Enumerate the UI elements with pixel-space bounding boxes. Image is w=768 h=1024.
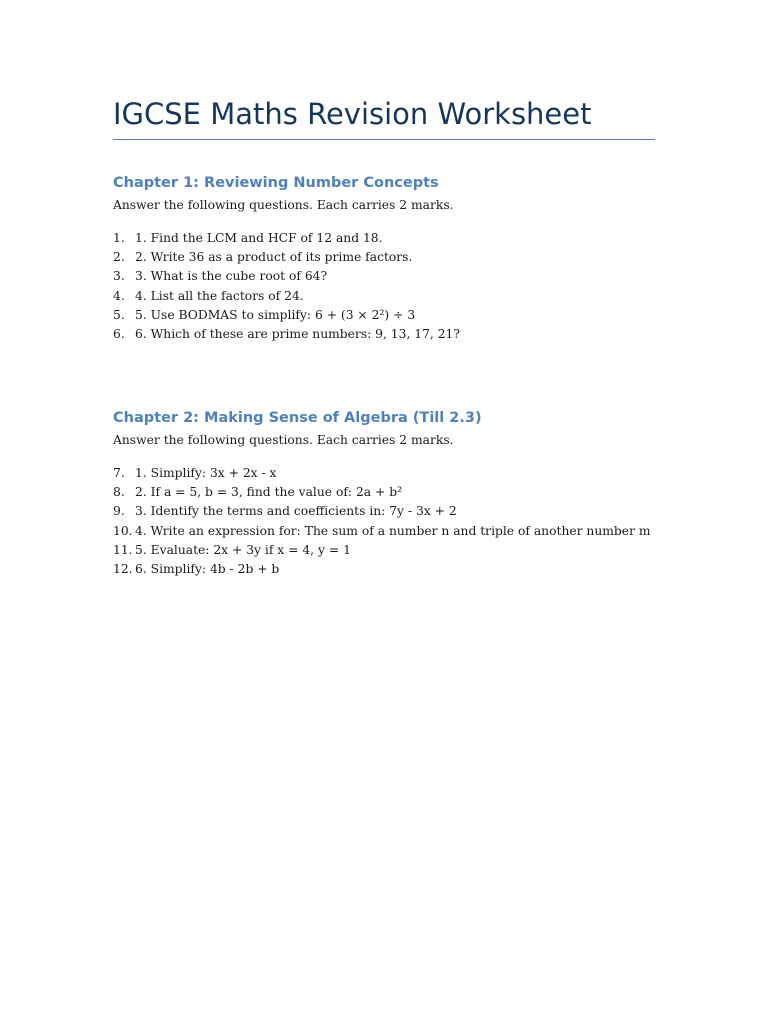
question-number: 2. bbox=[113, 250, 125, 265]
question-number: 10. bbox=[113, 523, 133, 538]
question-item bbox=[113, 560, 713, 579]
question-number: 7. bbox=[113, 466, 125, 480]
question-number: 3. bbox=[113, 269, 125, 284]
question-number: 1. bbox=[113, 231, 125, 245]
question-list bbox=[113, 229, 713, 344]
question-item bbox=[113, 229, 713, 248]
chapter-heading: Chapter 2: Making Sense of Algebra (Till 2.3) bbox=[113, 410, 482, 426]
question-text: 3. Identify the terms and coefficients in: 7y - 3x + 2 bbox=[135, 504, 457, 519]
chapter-1-section bbox=[113, 172, 713, 341]
document-title: IGCSE Maths Revision Worksheet bbox=[113, 97, 592, 131]
question-number: 5. bbox=[113, 307, 125, 322]
question-item bbox=[113, 306, 713, 325]
chapter-heading: Chapter 1: Reviewing Number Concepts bbox=[113, 175, 439, 191]
question-list bbox=[113, 464, 713, 579]
question-item bbox=[113, 267, 713, 286]
question-text: 5. Use BODMAS to simplify: 6 + (3 × 2²) ÷ 3 bbox=[135, 307, 416, 322]
question-text: 6. Which of these are prime numbers: 9, 13, 17, 21? bbox=[135, 326, 460, 341]
question-item bbox=[113, 287, 713, 306]
question-text: 6. Simplify: 4b - 2b + b bbox=[135, 561, 280, 576]
chapter-2-section bbox=[113, 407, 713, 576]
instructions-text: Answer the following questions. Each carries 2 marks. bbox=[113, 433, 454, 447]
question-text: 1. Simplify: 3x + 2x - x bbox=[135, 466, 277, 480]
question-item bbox=[113, 541, 713, 560]
question-number: 12. bbox=[113, 561, 133, 576]
question-item bbox=[113, 464, 713, 483]
question-item bbox=[113, 502, 713, 521]
question-text: 5. Evaluate: 2x + 3y if x = 4, y = 1 bbox=[135, 542, 351, 557]
question-number: 9. bbox=[113, 504, 125, 519]
question-number: 6. bbox=[113, 326, 125, 341]
question-item bbox=[113, 483, 713, 502]
question-item bbox=[113, 248, 713, 267]
question-text: 2. Write 36 as a product of its prime factors. bbox=[135, 250, 413, 265]
question-number: 11. bbox=[113, 542, 133, 557]
question-text: 3. What is the cube root of 64? bbox=[135, 269, 328, 284]
question-number: 8. bbox=[113, 485, 125, 500]
question-item bbox=[113, 325, 713, 344]
instructions-text: Answer the following questions. Each carries 2 marks. bbox=[113, 198, 454, 212]
question-item bbox=[113, 522, 713, 541]
title-underline bbox=[113, 139, 655, 140]
question-text: 2. If a = 5, b = 3, find the value of: 2a + b² bbox=[135, 485, 403, 500]
question-number: 4. bbox=[113, 288, 125, 303]
question-text: 4. Write an expression for: The sum of a number n and triple of another number m bbox=[135, 523, 651, 538]
question-text: 1. Find the LCM and HCF of 12 and 18. bbox=[135, 231, 383, 245]
question-text: 4. List all the factors of 24. bbox=[135, 288, 304, 303]
